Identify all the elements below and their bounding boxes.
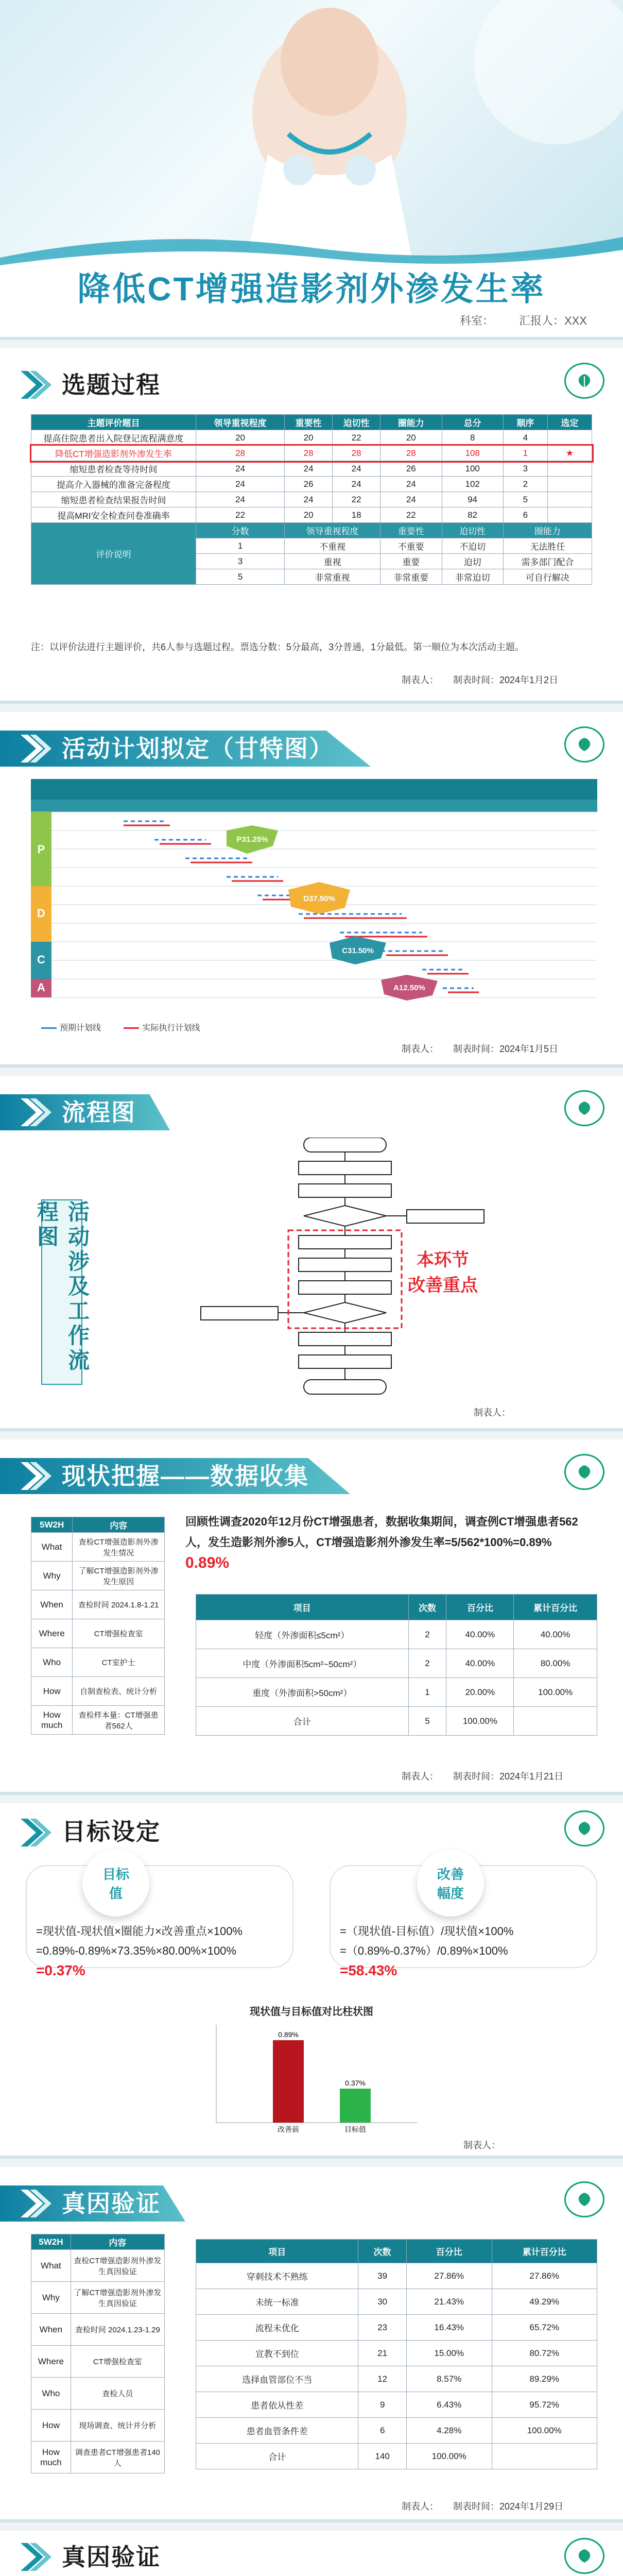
cell: 18: [333, 507, 380, 523]
date-label: 制表时间：2024年1月2日: [453, 675, 559, 685]
topic-cell: 提高MRI安全检查问卷准确率: [31, 507, 196, 523]
legend-actual: 实际执行计划线: [142, 1024, 200, 1032]
phase-label: P: [37, 843, 45, 856]
date-label: 制表时间：2024年1月21日: [453, 1771, 564, 1782]
cell: 4: [503, 430, 547, 446]
leaf-logo-icon: [575, 373, 594, 388]
cell: 24: [285, 492, 333, 507]
eval-header-row: [31, 523, 592, 538]
logo: [564, 2181, 604, 2217]
cell: 82: [442, 507, 503, 523]
logo: [564, 1810, 604, 1846]
table-row: [31, 2442, 165, 2473]
cell: CT增强检查室: [71, 2346, 164, 2378]
cell: CT增强检查室: [73, 1619, 165, 1648]
5w2h-table: [31, 2234, 165, 2473]
table-row: [196, 2315, 597, 2341]
slide-root-cause-table: [0, 2167, 623, 2522]
target-bubble: 目标 值: [82, 1850, 149, 1917]
slide-root-cause-pareto: [0, 2531, 623, 2576]
leaf-logo-icon: [575, 1100, 594, 1116]
cell: 患者血管条件差: [196, 2418, 358, 2444]
table-row: [31, 2410, 165, 2442]
gantt-chart: [31, 779, 597, 1016]
cell: Why: [31, 2282, 71, 2314]
cell: 圈能力: [503, 523, 592, 538]
bar-label: 0.37%: [345, 2079, 366, 2087]
plan-line-icon: [41, 1027, 57, 1029]
cell: 迫切性: [442, 523, 503, 538]
phase-label: A: [37, 981, 45, 994]
col-header: 5W2H: [31, 1517, 73, 1533]
cell: 4.28%: [406, 2418, 492, 2444]
cell: 49.29%: [492, 2289, 597, 2315]
col-header: 次数: [408, 1595, 446, 1620]
col-header: 累计百分比: [514, 1595, 597, 1620]
date-label: 制表时间：2024年1月5日: [453, 1044, 559, 1054]
table-row: [196, 2289, 597, 2315]
author-label: 制表人：: [402, 675, 439, 685]
col-header: 项目: [196, 1595, 409, 1620]
cell: 95.72%: [492, 2392, 597, 2418]
summary: 回顾性调查2020年12月份CT增强患者，数据收集期间，调查例CT增强患者562人，发生造影剂外渗5人，CT增强造影剂外渗发生率=5/562*100%=0.89%: [185, 1515, 578, 1549]
cell: How: [31, 1677, 73, 1706]
cell: 9: [358, 2392, 407, 2418]
cell: 80.00%: [514, 1649, 597, 1678]
cell: 3: [503, 461, 547, 477]
cell: 100.00%: [406, 2444, 492, 2469]
cell: [492, 2444, 597, 2469]
cell: 22: [196, 507, 285, 523]
phase-label: D: [37, 907, 45, 920]
pct-label: C31.50%: [342, 946, 374, 955]
cell: 非常重要: [380, 569, 442, 585]
cell: 65.72%: [492, 2315, 597, 2341]
department-label: 科室：: [460, 314, 494, 327]
cell: 重度（外渗面积>50cm²）: [196, 1678, 409, 1707]
cell: 100.00%: [446, 1707, 514, 1736]
cell: How much: [31, 2442, 71, 2473]
cell: 20: [196, 430, 285, 446]
slide-current-status: [0, 1439, 623, 1795]
cell: 重要: [380, 554, 442, 569]
table-row: [31, 2250, 165, 2282]
cell: 查检CT增强造影剂外渗发生情况: [73, 1533, 165, 1562]
col-header: 选定: [547, 415, 592, 430]
target-formula: [36, 1922, 304, 1980]
col-header: 项目: [196, 2240, 358, 2263]
cell: 28: [196, 446, 285, 461]
cell: 100: [442, 461, 503, 477]
cell: 查检样本量：CT增强患者562人: [73, 1706, 165, 1735]
slide-title: 选题过程: [62, 371, 161, 398]
phase-label: C: [37, 953, 45, 966]
cell: Who: [31, 2378, 71, 2410]
cell: 27.86%: [492, 2263, 597, 2289]
col-header: 百分比: [406, 2240, 492, 2263]
cover-title: 降低CT增强造影剂外渗发生率: [77, 270, 546, 308]
target-bar: [340, 2089, 371, 2123]
cell: 16.43%: [406, 2315, 492, 2341]
topic-cell: 提高住院患者出入院登记流程满意度: [31, 430, 196, 446]
cell: 21: [358, 2341, 407, 2366]
cell: 23: [358, 2315, 407, 2341]
cell: 28: [285, 446, 333, 461]
leaf-logo-icon: [575, 2192, 594, 2207]
cell: Who: [31, 1648, 73, 1677]
cell: 选择血管部位不当: [196, 2366, 358, 2392]
cell: 1: [408, 1678, 446, 1707]
cell: 自制查检表、统计分析: [73, 1677, 165, 1706]
date-label: 制表时间：2024年1月29日: [453, 2501, 564, 2512]
slide-target: [0, 1803, 623, 2159]
topic-cell: 缩短患者检查等待时间: [31, 461, 196, 477]
cell: CT室护士: [73, 1648, 165, 1677]
cell: What: [31, 2250, 71, 2282]
cell: 15.00%: [406, 2341, 492, 2366]
cell: 2: [408, 1649, 446, 1678]
cell: Where: [31, 2346, 71, 2378]
formula-line: =0.89%-0.89%×73.35%×80.00%×100%: [36, 1944, 236, 1957]
cell: 非常迫切: [442, 569, 503, 585]
table-row: [196, 2366, 597, 2392]
cover-photo: [0, 0, 623, 258]
cell: What: [31, 1533, 73, 1562]
slide-title: 活动计划拟定（甘特图）: [62, 735, 334, 762]
cell: [547, 507, 592, 523]
cell: 领导重视程度: [285, 523, 380, 538]
cell: 30: [358, 2289, 407, 2315]
cell: Where: [31, 1619, 73, 1648]
status-table: [196, 1594, 597, 1736]
gantt-legend: [41, 1021, 200, 1033]
cell: 22: [380, 507, 442, 523]
cell: 26: [285, 477, 333, 492]
chevron-right-icon: [21, 2190, 51, 2217]
cell: 24: [196, 461, 285, 477]
cell: 8: [442, 430, 503, 446]
x-label: 改善前: [278, 2125, 299, 2133]
col-header: 内容: [71, 2234, 164, 2250]
cell: 8.57%: [406, 2366, 492, 2392]
table-row: [196, 1620, 597, 1649]
col-header: 迫切性: [333, 415, 380, 430]
cell: 40.00%: [514, 1620, 597, 1649]
cell: 12: [358, 2366, 407, 2392]
cell: 94: [442, 492, 503, 507]
cell: 分数: [196, 523, 285, 538]
cell: 22: [333, 430, 380, 446]
cover-photo-art: [0, 0, 623, 258]
topic-cell: 提高介入器械的准备完备程度: [31, 477, 196, 492]
chevron-right-icon: [21, 735, 51, 762]
cell: 28: [333, 446, 380, 461]
table-row: [31, 1619, 165, 1648]
cell: 1: [503, 446, 547, 461]
table-row: [196, 1678, 597, 1707]
cell: 140: [358, 2444, 407, 2469]
improve-result: =58.43%: [340, 1962, 397, 1978]
cell: 不重视: [285, 538, 380, 554]
cell: 100.00%: [492, 2418, 597, 2444]
author-label: 制表人：: [402, 1044, 439, 1054]
cell: 轻度（外渗面积≤5cm²）: [196, 1620, 409, 1649]
table-row: [196, 2392, 597, 2418]
cell: 24: [285, 461, 333, 477]
cell: 40.00%: [446, 1620, 514, 1649]
cell: 重视: [285, 554, 380, 569]
footnote: 注：以评价法进行主题评价，共6人参与选题过程。票选分数：5分最高，3分普通，1分最低。第一顺位为本次活动主题。: [31, 642, 525, 652]
cell: 20: [380, 430, 442, 446]
formula-line: =现状值-现状值×圈能力×改善重点×100%: [36, 1925, 243, 1938]
cell: 24: [196, 492, 285, 507]
col-header: 圈能力: [380, 415, 442, 430]
cell: 重要性: [380, 523, 442, 538]
col-header: 总分: [442, 415, 503, 430]
cell: 非常重视: [285, 569, 380, 585]
cell: 26: [380, 461, 442, 477]
cell: 40.00%: [446, 1649, 514, 1678]
chevron-right-icon: [21, 2543, 51, 2571]
cell: 查检时间 2024.1.23-1.29: [71, 2314, 164, 2346]
cell: 102: [442, 477, 503, 492]
x-label: 目标值: [344, 2125, 366, 2133]
table-row: [31, 1533, 165, 1562]
pct-label: P31.25%: [236, 835, 268, 844]
summary-text: [185, 1512, 597, 1574]
cell: 24: [196, 477, 285, 492]
cell: 27.86%: [406, 2263, 492, 2289]
cell: 89.29%: [492, 2366, 597, 2392]
cell: 了解CT增强造影剂外渗发生原因: [73, 1562, 165, 1590]
root-cause-table: [196, 2239, 597, 2469]
col-header: 主题评价题目: [31, 415, 196, 430]
cell: 20: [285, 507, 333, 523]
cell: 24: [333, 461, 380, 477]
col-header: 百分比: [446, 1595, 514, 1620]
table-row: [31, 477, 592, 492]
table-row: [196, 1649, 597, 1678]
cell: [547, 430, 592, 446]
slide-title: 真因验证: [62, 2190, 161, 2217]
cell: 24: [333, 477, 380, 492]
cell: 108: [442, 446, 503, 461]
cell: 患者依从性差: [196, 2392, 358, 2418]
pct-label: A12.50%: [393, 984, 425, 992]
cell: 20: [285, 430, 333, 446]
cover-slide: [0, 0, 623, 340]
col-header: 重要性: [285, 415, 333, 430]
cell: 6: [503, 507, 547, 523]
col-header: 领导重视程度: [196, 415, 285, 430]
logo: [564, 726, 604, 762]
chevron-right-icon: [21, 1819, 51, 1846]
table-row: [31, 1562, 165, 1590]
col-header: 顺序: [503, 415, 547, 430]
cell: 合计: [196, 1707, 409, 1736]
cell: 中度（外渗面积5cm²~50cm²）: [196, 1649, 409, 1678]
author-label: 制表人：: [474, 1408, 511, 1418]
table-row: [31, 1677, 165, 1706]
slide-title: 流程图: [62, 1099, 136, 1126]
cell: 24: [380, 492, 442, 507]
cell: 24: [380, 477, 442, 492]
table-row: [196, 2341, 597, 2366]
cell: 了解CT增强造影剂外渗发生真因验证: [71, 2282, 164, 2314]
cell: 28: [380, 446, 442, 461]
topic-table: [31, 414, 592, 585]
legend-plan: 预期计划线: [60, 1024, 101, 1032]
col-header: 累计百分比: [492, 2240, 597, 2263]
table-row: [196, 1707, 597, 1736]
logo: [564, 1454, 604, 1490]
cell: [547, 492, 592, 507]
cell: 100.00%: [514, 1678, 597, 1707]
improve-bubble: 改善 幅度: [417, 1850, 484, 1917]
cell: 21.43%: [406, 2289, 492, 2315]
table-row: [31, 2282, 165, 2314]
pct-label: D37.50%: [303, 894, 335, 903]
improve-formula: [340, 1922, 608, 1980]
summary-highlight: 0.89%: [185, 1554, 230, 1571]
cell: [547, 461, 592, 477]
table-row: [196, 2263, 597, 2289]
cell: Why: [31, 1562, 73, 1590]
formula-line: =（0.89%-0.37%）/0.89%×100%: [340, 1944, 508, 1957]
leaf-logo-icon: [575, 1821, 594, 1836]
table-row: [31, 2314, 165, 2346]
logo: [564, 363, 604, 399]
cell: 宣教不到位: [196, 2341, 358, 2366]
compare-chart: [196, 2020, 427, 2138]
improvement-callout: 本环节 改善重点: [408, 1250, 478, 1295]
cell: 查检CT增强造影剂外渗发生真因验证: [71, 2250, 164, 2282]
slide-gantt: [0, 712, 623, 1067]
table-row: [31, 2346, 165, 2378]
author-label: 制表人：: [402, 1771, 439, 1782]
cell: 流程未优化: [196, 2315, 358, 2341]
leaf-logo-icon: [575, 1464, 594, 1480]
cell: [547, 477, 592, 492]
star-icon: ★: [547, 446, 592, 461]
cell: 2: [408, 1620, 446, 1649]
cell: 3: [196, 554, 285, 569]
author-label: 制表人：: [402, 2501, 439, 2512]
chevron-right-icon: [21, 371, 51, 399]
cell: 20.00%: [446, 1678, 514, 1707]
cell: 未统一标准: [196, 2289, 358, 2315]
chevron-right-icon: [21, 1098, 51, 1126]
cover-meta: [460, 312, 587, 328]
current-bar: [273, 2040, 304, 2123]
slide-title: 现状把握——数据收集: [62, 1463, 309, 1489]
cell: 39: [358, 2263, 407, 2289]
table-row: [31, 1706, 165, 1735]
slide-title: 目标设定: [62, 1818, 161, 1845]
cell: 迫切: [442, 554, 503, 569]
slide-title: 真因验证: [62, 2544, 161, 2570]
leaf-logo-icon: [575, 2548, 594, 2564]
logo: [564, 2538, 604, 2574]
logo: [564, 1090, 604, 1126]
cell: 调查患者CT增强患者140人: [71, 2442, 164, 2473]
table-row: [31, 430, 592, 446]
table-row-selected: [31, 446, 592, 461]
5w2h-table: [31, 1517, 165, 1735]
cell: 2: [503, 477, 547, 492]
topic-cell: 降低CT增强造影剂外渗发生率: [31, 446, 196, 461]
cell: 不迫切: [442, 538, 503, 554]
cell: 6.43%: [406, 2392, 492, 2418]
col-header: 次数: [358, 2240, 407, 2263]
table-row: [31, 1648, 165, 1677]
cell: 22: [333, 492, 380, 507]
cell: How much: [31, 1706, 73, 1735]
chevron-right-icon: [21, 1462, 51, 1490]
cell: How: [31, 2410, 71, 2442]
leaf-logo-icon: [575, 737, 594, 752]
actual-line-icon: [124, 1027, 139, 1029]
table-row: [196, 2418, 597, 2444]
col-header: 5W2H: [31, 2234, 71, 2250]
cell: 5: [503, 492, 547, 507]
table-row: [31, 461, 592, 477]
cell: 1: [196, 538, 285, 554]
eval-header: 评价说明: [31, 523, 196, 585]
cell: 可自行解决: [503, 569, 592, 585]
cell: 5: [196, 569, 285, 585]
side-label: 活动涉及工作流程图: [41, 1199, 82, 1385]
target-result: =0.37%: [36, 1962, 85, 1978]
topic-cell: 缩短患者检查结果报告时间: [31, 492, 196, 507]
cell: 合计: [196, 2444, 358, 2469]
reporter-label: 汇报人：XXX: [518, 314, 587, 327]
slide-topic-selection: [0, 348, 623, 704]
table-row: [31, 2378, 165, 2410]
table-row: [31, 492, 592, 507]
table-row: [196, 2444, 597, 2469]
cell: [514, 1707, 597, 1736]
table-row: [31, 1590, 165, 1619]
formula-line: =（现状值-目标值）/现状值×100%: [340, 1925, 514, 1938]
cell: 现场调查、统计并分析: [71, 2410, 164, 2442]
author-label: 制表人：: [463, 2140, 500, 2150]
bar-label: 0.89%: [278, 2030, 299, 2039]
cell: 查检人员: [71, 2378, 164, 2410]
cell: 查检时间 2024.1.8-1.21: [73, 1590, 165, 1619]
cell: 5: [408, 1707, 446, 1736]
cell: When: [31, 1590, 73, 1619]
cell: 80.72%: [492, 2341, 597, 2366]
cell: 无法胜任: [503, 538, 592, 554]
cell: 穿刺技术不熟练: [196, 2263, 358, 2289]
col-header: 内容: [73, 1517, 165, 1533]
cell: When: [31, 2314, 71, 2346]
table-row: [31, 507, 592, 523]
cell: 6: [358, 2418, 407, 2444]
compare-chart-title: 现状值与目标值对比柱状图: [250, 2006, 373, 2018]
slide-flowchart: [0, 1076, 623, 1431]
cell: 不重要: [380, 538, 442, 554]
cell: 需多部门配合: [503, 554, 592, 569]
